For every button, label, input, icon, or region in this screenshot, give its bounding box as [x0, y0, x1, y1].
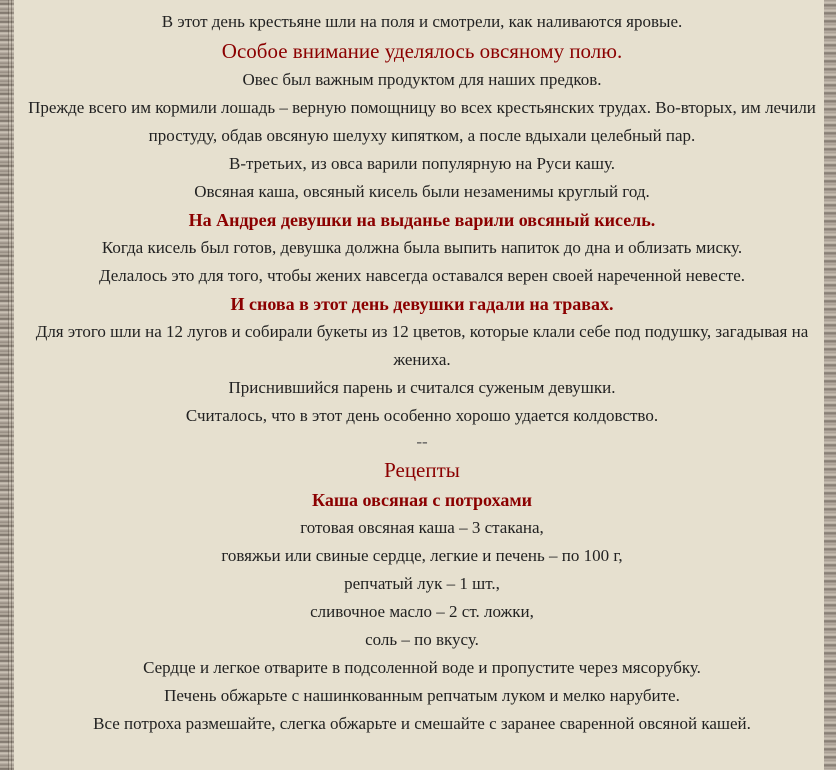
recipe-step: Сердце и легкое отварите в подсоленной воде и пропустите через мясорубку.: [143, 658, 701, 677]
ingredient-item: сливочное масло – 2 ст. ложки,: [310, 602, 534, 621]
ingredient-item: говяжьи или свиные сердце, легкие и печень – по 100 г,: [221, 546, 623, 565]
paragraph: В этот день крестьяне шли на поля и смотрели, как наливаются яровые.: [161, 12, 683, 31]
paragraph: Овес был важным продуктом для наших предков.: [242, 70, 602, 89]
paragraph: Приснившийся парень и считался суженым девушки.: [228, 378, 616, 397]
ingredient-item: репчатый лук – 1 шт.,: [344, 574, 500, 593]
paragraph: Когда кисель был готов, девушка должна была выпить напиток до дна и облизать миску.: [101, 238, 743, 257]
ingredient-item: соль – по вкусу.: [365, 630, 479, 649]
right-decorative-border: [824, 0, 836, 770]
highlight-bold: И снова в этот день девушки гадали на травах.: [230, 294, 614, 314]
paragraph: Овсяная каша, овсяный кисель были незаменимы круглый год.: [194, 182, 650, 201]
ingredient-item: готовая овсяная каша – 3 стакана,: [300, 518, 544, 537]
highlight-heading: Особое внимание уделялось овсяному полю.: [221, 39, 623, 63]
paragraph: В-третьих, из овса варили популярную на Руси кашу.: [228, 154, 615, 173]
left-decorative-border: [0, 0, 14, 770]
recipe-step: Печень обжарьте с нашинкованным репчатым луком и мелко нарубите.: [164, 686, 680, 705]
recipe-step: Все потроха размешайте, слегка обжарьте и смешайте с заранее сваренной овсяной кашей.: [93, 714, 751, 733]
article-body: [22, 8, 822, 738]
paragraph: Прежде всего им кормили лошадь – верную помощницу во всех крестьянских трудах. Во-вторых, им лечили простуду, обдав овсяную шелуху кипятком, а после вдыхали целебный пар.: [28, 98, 816, 145]
recipe-title: Каша овсяная с потрохами: [312, 490, 532, 510]
paragraph: Для этого шли на 12 лугов и собирали букеты из 12 цветов, которые клали себе под подушку, загадывая на жениха.: [35, 322, 809, 369]
highlight-bold: На Андрея девушки на выданье варили овсяный кисель.: [188, 210, 656, 230]
paragraph: Делалось это для того, чтобы жених навсегда оставался верен своей нареченной невесте.: [98, 266, 746, 285]
paragraph: Считалось, что в этот день особенно хорошо удается колдовство.: [185, 406, 659, 425]
recipes-heading: Рецепты: [384, 458, 460, 482]
separator: --: [416, 432, 428, 451]
